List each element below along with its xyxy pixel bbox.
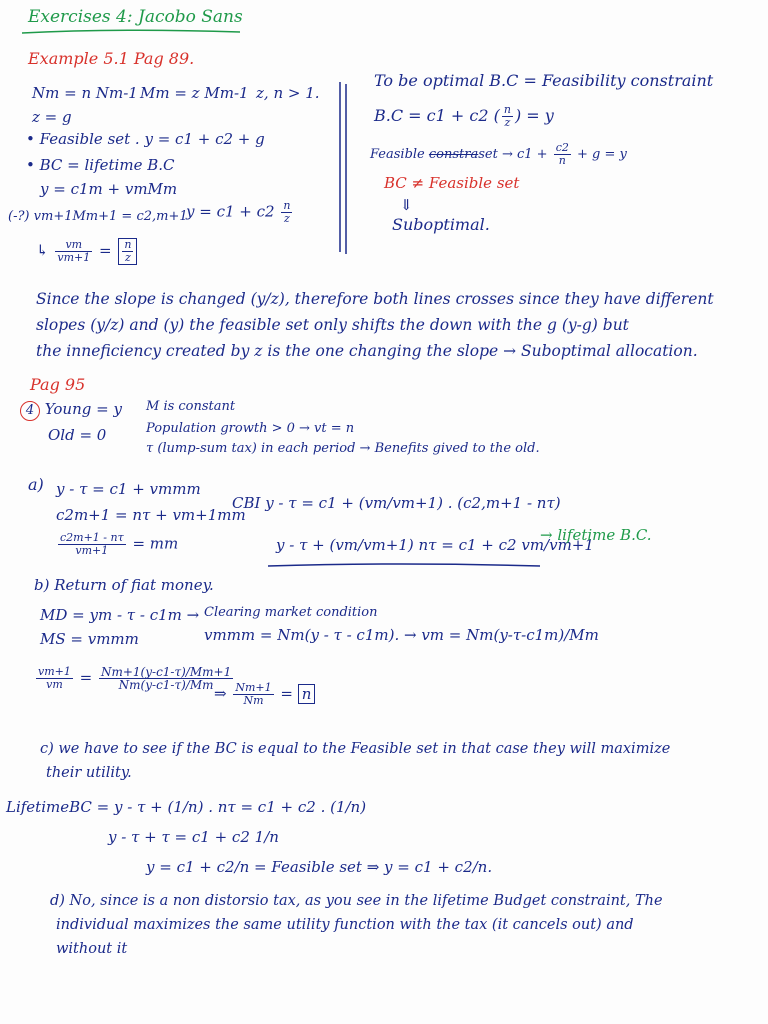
optimal-condition: To be optimal B.C = Feasibility constraint bbox=[374, 71, 714, 90]
eq-z: z = g bbox=[32, 108, 72, 126]
title-underline bbox=[22, 30, 240, 33]
part-c-step-2: y - τ + τ = c1 + c2 1/n bbox=[108, 828, 279, 846]
eq-params: z, n > 1. bbox=[256, 84, 320, 102]
lump-sum-tax: τ (lump-sum tax) in each period → Benefits gived to the old. bbox=[146, 441, 540, 456]
eq-money: Mт = z Mт-1 bbox=[140, 84, 249, 102]
part-c-line-1: c) we have to see if the BC is equal to the Feasible set in that case they will maximize bbox=[40, 741, 671, 757]
eq-y-young: y = c1т + vтMт bbox=[40, 180, 178, 198]
part-c-lifetime-bc: LifetimeBC = y - τ + (1/n) . nτ = c1 + c2 . (1/n) bbox=[6, 798, 367, 816]
paragraph-line-2: slopes (y/z) and (y) the feasible set only shifts the down with the g (y-g) but bbox=[36, 316, 629, 334]
part-a-old-bc: c2т+1 = nτ + vт+1mт bbox=[56, 506, 246, 524]
part-d-line-3: without it bbox=[56, 941, 128, 957]
feasible-set: • Feasible set . y = c1 + c2 + g bbox=[26, 130, 265, 148]
lifetime-bc-note: → lifetime B.C. bbox=[540, 526, 652, 544]
suboptimal-conclusion: Suboptimal. bbox=[392, 215, 490, 234]
feasible-equation: Feasible constraset → c1 + $\frac{c2}{n}$ + g = y bbox=[370, 141, 627, 167]
part-c-line-2: their utility. bbox=[46, 765, 132, 781]
money-supply: MS = vтmт bbox=[40, 630, 139, 648]
part-c-step-3: y = c1 + c2/n = Feasible set ⇒ y = c1 + c2/n. bbox=[146, 858, 493, 876]
eq-old: (-?) vт+1Mт+1 = c2,т+1 bbox=[8, 209, 188, 224]
question-4: 4 Young = y bbox=[20, 400, 122, 421]
bc-lifetime: • BC = lifetime B.C bbox=[26, 156, 175, 174]
part-a-lifetime-bc: y - τ + (vт/vт+1) nτ = c1 + c2 vт/vт+1 bbox=[276, 536, 594, 554]
ratio-eq: ↳ $\frac{vт}{vт+1}$ = $\frac{n}{z}$ bbox=[36, 238, 139, 265]
paragraph-line-3: the inneficiency created by z is the one changing the slope → Suboptimal allocation. bbox=[36, 342, 698, 360]
return-result: ⇒ $\frac{Nт+1}{Nт}$ = n bbox=[214, 682, 315, 707]
page-reference: Pag 95 bbox=[30, 375, 86, 394]
money-demand: MD = yт - τ - c1т → bbox=[40, 606, 200, 624]
part-b-heading: b) Return of fiat money. bbox=[34, 576, 214, 594]
return-fraction: $\frac{vт+1}{vт}$ = $\frac{Nт+1(y-c1-\tau)/Mт+1}{Nт(y-c1-\tau)/Mт}$ bbox=[38, 665, 232, 692]
part-a-young-bc: y - τ = c1 + vтmт bbox=[56, 480, 201, 498]
m-constant: M is constant bbox=[146, 399, 236, 414]
bc-underline bbox=[268, 564, 540, 566]
part-d-line-1: d) No, since is a non distorsio tax, as you see in the lifetime Budget constraint, The bbox=[50, 893, 663, 909]
part-a-label: a) bbox=[28, 475, 44, 494]
part-a-substitution: CBI y - τ = c1 + (vт/vт+1) . (c2,т+1 - nτ) bbox=[232, 494, 561, 512]
part-d-line-2: individual maximizes the same utility function with the tax (it cancels out) and bbox=[56, 917, 634, 933]
old-income: Old = 0 bbox=[48, 426, 107, 444]
paragraph-line-1: Since the slope is changed (y/z), therefore both lines crosses since they have different bbox=[36, 290, 714, 308]
bc-equation: B.C = c1 + c2 ( $\frac{n}{z}$ ) = y bbox=[374, 103, 554, 129]
implies-arrow: ⇓ bbox=[400, 196, 413, 214]
part-a-m-expression: $\frac{c2т+1 - n\tau}{vт+1}$ = mт bbox=[60, 531, 179, 557]
population-growth: Population growth > 0 → vt = n bbox=[146, 421, 355, 436]
example-heading: Example 5.1 Pag 89. bbox=[28, 49, 195, 68]
bc-not-feasible: BC ≠ Feasible set bbox=[384, 174, 520, 192]
eq-combined: y = c1 + c2 $\frac{n}{z}$ bbox=[186, 199, 291, 225]
clearing-condition-label: Clearing market condition bbox=[204, 605, 378, 620]
question-number-circle: 4 bbox=[20, 401, 40, 421]
eq-population: Nт = n Nт-1 bbox=[32, 84, 138, 102]
clearing-condition: vтmт = Nт(y - τ - c1т). → vт = Nт(y-τ-c1т)/Mт bbox=[204, 626, 599, 644]
page-title: Exercises 4: Jacobo Sans bbox=[28, 7, 243, 27]
